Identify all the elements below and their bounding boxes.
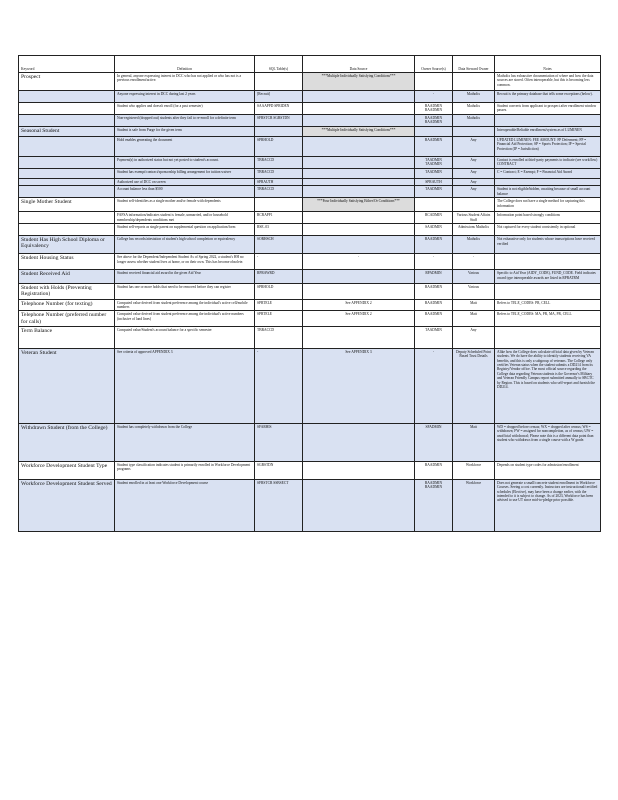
sql-tables-cell — [255, 198, 303, 212]
table-row — [19, 179, 601, 186]
header-data-source: Data Source — [303, 56, 415, 73]
table-row — [19, 198, 601, 212]
owner-source-cell: - — [415, 254, 453, 270]
data-source-cell — [303, 186, 415, 198]
definition-cell: Computed value derived from student preference among the individual's active numbers (inclusive of land lines) — [115, 311, 255, 326]
keyword-cell — [19, 179, 115, 186]
sql-tables-cell: SFRSTCR SSBSECT — [255, 479, 303, 531]
keyword-cell: Prospect — [19, 73, 115, 91]
owner-source-cell: TAADMIN — [415, 326, 453, 348]
keyword-cell: Student with Holds (Preventing Registration) — [19, 284, 115, 299]
header-keyword: Keyword — [19, 56, 115, 73]
definition-cell: Payment(s) in authorized status but not yet posted to student's account. — [115, 157, 255, 169]
owner-source-cell: BAADMIN BAADMIN — [415, 479, 453, 531]
data-source-cell — [303, 284, 415, 299]
definition-cell: Hold enables generating the document — [115, 137, 255, 157]
table-row — [19, 299, 601, 311]
owner-source-cell: TAADMIN TAADMIN — [415, 157, 453, 169]
owner-source-cell: BAADMIN — [415, 299, 453, 311]
table-body — [19, 73, 601, 532]
table-row — [19, 157, 601, 169]
owner-source-cell: BAADMIN — [415, 284, 453, 299]
sql-tables-cell: - — [255, 254, 303, 270]
data-steward-cell: Matholix — [453, 115, 495, 127]
keyword-cell: Withdrawn Student (from the College) — [19, 423, 115, 461]
data-source-cell — [303, 137, 415, 157]
table-row — [19, 423, 601, 461]
data-source-cell: ***Multiple Individually Satisfying Conditions*** — [303, 73, 415, 91]
sql-tables-cell — [255, 127, 303, 137]
definition-cell: Student is safe from Purge for the given term — [115, 127, 255, 137]
data-steward-cell — [453, 73, 495, 91]
owner-source-cell — [415, 127, 453, 137]
owner-source-cell: SFADMIN — [415, 423, 453, 461]
keyword-cell: Workforce Development Student Type — [19, 461, 115, 479]
definition-cell: Non-registered (dropped out) students after they fail to re-enroll for a definite term — [115, 115, 255, 127]
sql-tables-cell: SPRHOLD — [255, 284, 303, 299]
keyword-cell — [19, 115, 115, 127]
sql-tables-cell — [255, 73, 303, 91]
header-notes: Notes — [495, 56, 601, 73]
data-source-cell — [303, 224, 415, 236]
owner-source-cell: SPRAUTH — [415, 179, 453, 186]
table-row — [19, 103, 601, 115]
data-source-cell: ***Multiple Individually Satisfying Conditions*** — [303, 127, 415, 137]
owner-source-cell: - — [415, 91, 453, 103]
definition-cell: Student self-identifies as a single mother and/or female with dependents — [115, 198, 255, 212]
data-source-cell — [303, 179, 415, 186]
sql-tables-cell: SPRAUTH — [255, 179, 303, 186]
keyword-cell: Term Balance — [19, 326, 115, 348]
data-steward-cell: Workforce — [453, 461, 495, 479]
notes-cell: Refers to TELE_CODES: PR, CELL — [495, 299, 601, 311]
data-steward-cell: Any — [453, 169, 495, 179]
notes-cell: Not captured for every student consistently in optional — [495, 224, 601, 236]
sql-tables-cell: SORHSCH — [255, 236, 303, 254]
owner-source-cell: BAADMIN BAADMIN — [415, 115, 453, 127]
data-steward-cell: Matt — [453, 299, 495, 311]
keyword-cell — [19, 169, 115, 179]
keyword-cell — [19, 212, 115, 224]
data-steward-cell: Matt — [453, 311, 495, 326]
table-row — [19, 115, 601, 127]
notes-cell — [495, 115, 601, 127]
owner-source-cell: TAADMIN — [415, 169, 453, 179]
definition-cell: Computed value derived from student preference among the individual's active cell/mobile numbers — [115, 299, 255, 311]
notes-cell: Alike how the College does calculate official data given by Veteran students. We do have the ability to identify students receiving VA benefits, and this is only a subgroup of veterans. The College only certifies Veteran status when the student submits a DD214 from its Registry/Vendor office. The most official source regarding the College data regarding Veteran students is the Governor's Military and Veteran Friendly Campus report submitted annually to SBCTC by Region. This is based on students who self-report and furnish the DD214. — [495, 348, 601, 423]
keyword-cell: Telephone Number (for texting) — [19, 299, 115, 311]
sql-tables-cell: SPRTELE — [255, 299, 303, 311]
table-row — [19, 461, 601, 479]
data-steward-cell: Various — [453, 284, 495, 299]
data-steward-cell: Matholix — [453, 91, 495, 103]
sql-tables-cell: SFRSTCR SGBSTDN — [255, 115, 303, 127]
definition-cell: Student has completely withdrawn from the College — [115, 423, 255, 461]
notes-cell: Recruit is the primary database that tells some exceptions (below). — [495, 91, 601, 103]
data-steward-cell: Any — [453, 157, 495, 169]
data-steward-cell — [453, 198, 495, 212]
table-row — [19, 479, 601, 531]
keyword-cell: Workforce Development Student Served — [19, 479, 115, 531]
table-row — [19, 169, 601, 179]
notes-cell: Refers to TELE_CODES: MA, PR, MA, PR, CELL — [495, 311, 601, 326]
data-source-cell — [303, 169, 415, 179]
definition-cell: College has records/attestation of student's high school completion or equivalency — [115, 236, 255, 254]
notes-cell: UPDATED LUMINEN: FEE AMOUNT: FP Deferment; FP = Financial Aid Protection; SP = Sports Protection; IP = Special Protection (IP = Jurisdiction) — [495, 137, 601, 157]
data-source-cell — [303, 479, 415, 531]
data-source-cell — [303, 103, 415, 115]
sql-tables-cell: - — [255, 348, 303, 423]
table-row — [19, 137, 601, 157]
keyword-cell: Veteran Student — [19, 348, 115, 423]
owner-source-cell: RPADMIN — [415, 270, 453, 284]
definition-cell: Computed value/Student's account balance for a specific semester — [115, 326, 255, 348]
table-row — [19, 270, 601, 284]
keyword-cell: Single Mother Student — [19, 198, 115, 212]
keyword-cell — [19, 186, 115, 198]
data-steward-cell: Matholix — [453, 103, 495, 115]
data-steward-cell: Matt — [453, 423, 495, 461]
data-source-cell: See APPENDIX 2 — [303, 299, 415, 311]
definition-cell: Student who applies and doesn't enroll (for a past semester) — [115, 103, 255, 115]
sql-tables-cell: TBRACCD — [255, 169, 303, 179]
data-source-cell: - — [303, 254, 415, 270]
keyword-cell — [19, 157, 115, 169]
sql-tables-cell: [Recruit] — [255, 91, 303, 103]
keyword-cell — [19, 137, 115, 157]
data-source-cell — [303, 157, 415, 169]
keyword-cell: Seasonal Student — [19, 127, 115, 137]
definition-cell: Student received financial aid award in the given Aid Year — [115, 270, 255, 284]
data-source-cell — [303, 91, 415, 103]
header-sql-tables: SQL Table(s) — [255, 56, 303, 73]
definition-cell: Anyone expressing interest in DCC during last 2 years — [115, 91, 255, 103]
owner-source-cell: BAADMIN — [415, 311, 453, 326]
notes-cell: C = Contract; E = Exempt; F = Financial Aid Award — [495, 169, 601, 179]
data-source-cell — [303, 270, 415, 284]
table-row — [19, 236, 601, 254]
notes-cell: Contact is enrolled at third-party payments to indicate (see workflow) CONTRACT — [495, 157, 601, 169]
owner-source-cell: TAADMIN — [415, 186, 453, 198]
table-row — [19, 224, 601, 236]
notes-cell: Not exhaustive only for students whose transcriptions have received verified — [495, 236, 601, 254]
definition-cell: Student self-reports as single parent on supplemental question on application/form — [115, 224, 255, 236]
owner-source-cell — [415, 198, 453, 212]
data-source-cell — [303, 236, 415, 254]
notes-cell: Interoperable/Reliable enrollment/system as of LUMINEN — [495, 127, 601, 137]
owner-source-cell: SAADMIN — [415, 224, 453, 236]
definition-cell: Student type classification indicates student is primarily enrolled in Workforce Development programs — [115, 461, 255, 479]
sql-tables-cell: RPRAWRD — [255, 270, 303, 284]
sql-tables-cell: SFARHIS — [255, 423, 303, 461]
notes-cell: Student converts from applicant to prospect after enrollment window passes. — [495, 103, 601, 115]
data-steward-cell: Various Student Affairs Staff — [453, 212, 495, 224]
data-steward-cell: Admissions Matholix — [453, 224, 495, 236]
definition-cell: Student has one or more holds that need to be removed before they can register — [115, 284, 255, 299]
header-row — [19, 56, 601, 73]
keyword-cell — [19, 224, 115, 236]
sql-tables-cell: TBRACCD — [255, 157, 303, 169]
table-row — [19, 311, 601, 326]
notes-cell: Specific to Aid Year (AIDY_CODE), FUND_CODE. Field indicates award type interoperable awards are listed in RPRATRM — [495, 270, 601, 284]
data-source-cell: See APPENDIX 3 — [303, 348, 415, 423]
data-steward-cell: Matholix — [453, 236, 495, 254]
header-data-steward: Data Steward Owner — [453, 56, 495, 73]
definition-cell: See criteria of approved APPENDIX 3 — [115, 348, 255, 423]
owner-source-cell: BAADMIN — [415, 137, 453, 157]
notes-cell: Does not generate a small/concrete student enrollment in Workforce Courses. Seeing a cost currently. Instructors are instructional/certified schedules (Elective), may have been a change earlier, with the intended to it is subject to change. As of 2023, Workforce has been advised to use UT since mid-to-pledge prior possible. — [495, 479, 601, 531]
keyword-cell: Student Housing Status — [19, 254, 115, 270]
table-row — [19, 91, 601, 103]
definition-cell: FAFSA information/indicates student is female, unmarried, and/or household membership/dependents conditions met — [115, 212, 255, 224]
sql-tables-cell: SGBSTDN — [255, 461, 303, 479]
data-source-cell: ***Four Individually Satisfying Either/Or Conditions*** — [303, 198, 415, 212]
sql-tables-cell: SPRHOLD — [255, 137, 303, 157]
data-source-cell — [303, 115, 415, 127]
owner-source-cell: - — [415, 348, 453, 423]
definition-cell: Student has exempt/contract/sponsorship billing arrangement for tuition waiver — [115, 169, 255, 179]
keyword-cell: Student Has High School Diploma or Equivalency — [19, 236, 115, 254]
data-steward-cell: Any — [453, 186, 495, 198]
keyword-cell — [19, 91, 115, 103]
table-row — [19, 254, 601, 270]
table-row — [19, 127, 601, 137]
keyword-cell — [19, 103, 115, 115]
data-steward-cell: Any — [453, 179, 495, 186]
data-steward-cell: Any — [453, 137, 495, 157]
notes-cell: Information point based strongly conditions — [495, 212, 601, 224]
sql-tables-cell: TBRACCD — [255, 186, 303, 198]
owner-source-cell — [415, 73, 453, 91]
data-steward-cell: Various — [453, 270, 495, 284]
notes-cell — [495, 179, 601, 186]
definition-cell: In general, anyone expressing interest in DCC who has not applied or who has not is a previous enrollment/active. — [115, 73, 255, 91]
notes-cell — [495, 326, 601, 348]
sql-tables-cell: SPRTELE — [255, 311, 303, 326]
keyword-cell: Telephone Number (preferred number for calls) — [19, 311, 115, 326]
sql-tables-cell: RCRAPP1 — [255, 212, 303, 224]
definition-cell: Student enrolled in at least one Workforce Development course — [115, 479, 255, 531]
notes-cell — [495, 284, 601, 299]
definitions-table — [18, 55, 601, 532]
header-owner-source: Owner Source(s) — [415, 56, 453, 73]
owner-source-cell: BAADMIN BAADMIN — [415, 103, 453, 115]
notes-cell: Student is not eligible/hidden, awaiting because of small account balance — [495, 186, 601, 198]
data-source-cell — [303, 461, 415, 479]
owner-source-cell: BAADMIN — [415, 236, 453, 254]
data-steward-cell: - — [453, 254, 495, 270]
data-steward-cell — [453, 127, 495, 137]
definition-cell: See above for the Dependent/Independent Student As of Spring 2022, a student's HH no longer assess whether student lives at home, or on their own. This has become obsolete. — [115, 254, 255, 270]
data-source-cell — [303, 423, 415, 461]
data-steward-cell: Deputy Scheduled Point Based Trust Details — [453, 348, 495, 423]
data-steward-cell: Any — [453, 326, 495, 348]
notes-cell: Depends on student type codes for admission/enrollment — [495, 461, 601, 479]
notes-cell — [495, 254, 601, 270]
owner-source-cell: BAADMIN — [415, 461, 453, 479]
notes-cell: The College does not have a single method for capturing this information — [495, 198, 601, 212]
table-row — [19, 326, 601, 348]
data-steward-cell: Workforce — [453, 479, 495, 531]
sql-tables-cell: RSE..03 — [255, 224, 303, 236]
table-row — [19, 212, 601, 224]
data-source-cell — [303, 212, 415, 224]
definition-cell: Account balance less than $500 — [115, 186, 255, 198]
definitions-document — [18, 55, 600, 599]
notes-cell: WD = dropped before census; WX = dropped after census; WS = withdrawn; FW = assigned for noncompletion, as of census; UW = unofficial withdrawal; Please note this is a different data point than student who withdraws from a single course with a W grade. — [495, 423, 601, 461]
table-row — [19, 348, 601, 423]
keyword-cell: Student Received Aid — [19, 270, 115, 284]
sql-tables-cell: SAAAPPD SPRIDEN — [255, 103, 303, 115]
table-row — [19, 284, 601, 299]
table-row — [19, 186, 601, 198]
data-source-cell: See APPENDIX 2 — [303, 311, 415, 326]
definition-cell: Authorized use of DCC on screen — [115, 179, 255, 186]
table-row — [19, 73, 601, 91]
data-source-cell — [303, 326, 415, 348]
header-definition: Definition — [115, 56, 255, 73]
notes-cell: Matholix has exhaustive documentation of where and how the data sources are stored. Often interoperable, but this is becoming less common. — [495, 73, 601, 91]
owner-source-cell: RCADMIN — [415, 212, 453, 224]
sql-tables-cell: TBRACCD — [255, 326, 303, 348]
